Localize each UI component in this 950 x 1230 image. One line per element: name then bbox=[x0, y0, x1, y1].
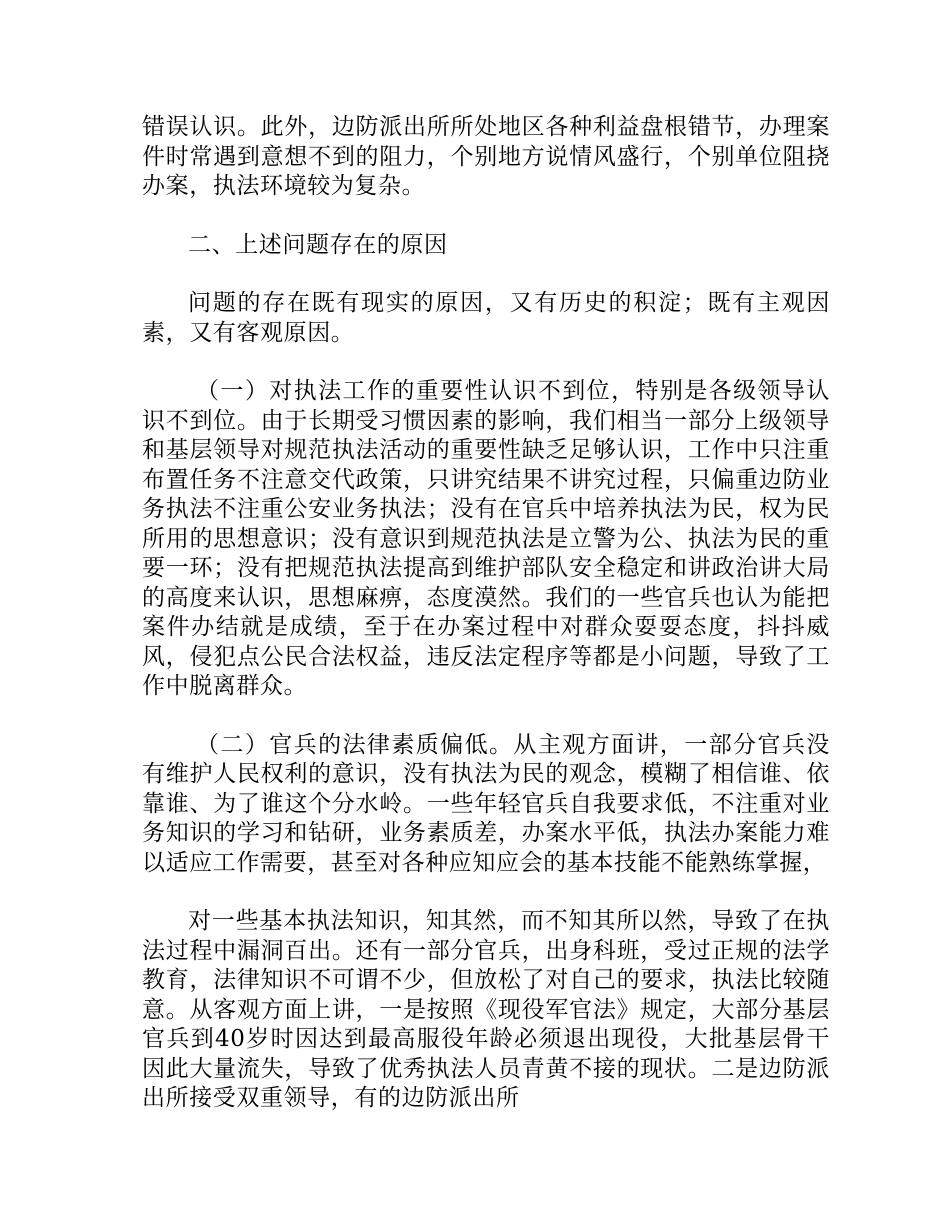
document-page bbox=[142, 113, 830, 1143]
paragraph-intro: 问题的存在既有现实的原因，又有历史的积淀；既有主观因素，又有客观原因。 bbox=[142, 290, 830, 346]
paragraph-continuation: 错误认识。此外，边防派出所所处地区各种利益盘根错节，办理案件时常遇到意想不到的阻力，个别地方说情风盛行，个别单位阻挠办案，执法环境较为复杂。 bbox=[142, 114, 830, 199]
paragraph-details: 对一些基本执法知识，知其然，而不知其所以然，导致了在执法过程中漏洞百出。还有一部分官兵，出身科班，受过正规的法学教育，法律知识不可谓不少，但放松了对自己的要求，执法比较随意。从客观方面上讲，一是按照《现役军官法》规定，大部分基层官兵到40岁时因达到最高服役年龄必须退出现役，大批基层骨干因此大量流失，导致了优秀执法人员青黄不接的现状。二是边防派出所接受双重领导，有的边防派出所 bbox=[142, 908, 830, 1111]
section-heading: 二、上述问题存在的原因 bbox=[188, 231, 448, 258]
paragraph-reason-two: （二）官兵的法律素质偏低。从主观方面讲，一部分官兵没有维护人民权利的意识，没有执法为民的观念，模糊了相信谁、依靠谁、为了谁这个分水岭。一些年轻官兵自我要求低，不注重对业务知识的学习和钻研，业务素质差，办案水平低，执法办案能力难以适应工作需要，甚至对各种应知应会的基本技能不能熟练掌握， bbox=[142, 731, 830, 876]
paragraph-reason-one: （一）对执法工作的重要性认识不到位，特别是各级领导认识不到位。由于长期受习惯因素的影响，我们相当一部分上级领导和基层领导对规范执法活动的重要性缺乏足够认识，工作中只注重布置任务不注意交代政策，只讲究结果不讲究过程，只偏重边防业务执法不注重公安业务执法；没有在官兵中培养执法为民，权为民所用的思想意识；没有意识到规范执法是立警为公、执法为民的重要一环；没有把规范执法提高到维护部队安全稳定和讲政治讲大局的高度来认识，思想麻痹，态度漠然。我们的一些官兵也认为能把案件办结就是成绩，至于在办案过程中对群众耍耍态度，抖抖威风，侵犯点公民合法权益，违反法定程序等都是小问题，导致了工作中脱离群众。 bbox=[142, 378, 830, 699]
